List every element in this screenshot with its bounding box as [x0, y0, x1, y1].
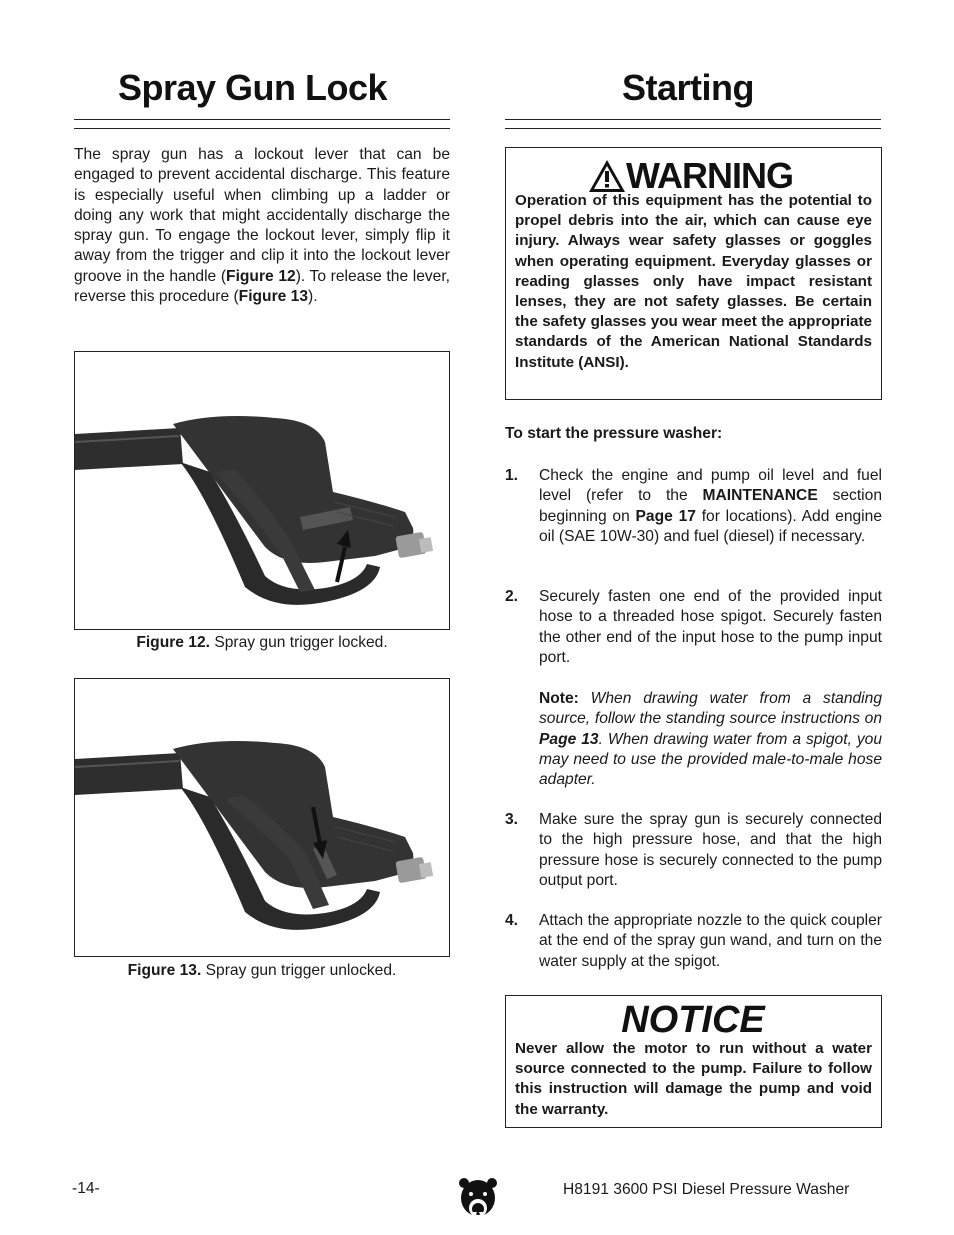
- intro-text-3: ).: [308, 288, 318, 306]
- step-2-number: 2.: [505, 588, 519, 605]
- step-4-text: Attach the appropriate nozzle to the quick coupler at the end of the spray gun wand, and turn on the water supply at the spigot.: [539, 912, 882, 970]
- step-4-number: 4.: [505, 912, 519, 929]
- starting-heading: Starting: [622, 67, 755, 108]
- figure-13-ref: Figure 13: [238, 288, 308, 306]
- notice-title: NOTICE: [621, 999, 765, 1041]
- step-4: [505, 911, 882, 973]
- spray-gun-locked-illustration: [75, 352, 448, 628]
- note-label: Note:: [539, 690, 579, 707]
- figure-13-label: Figure 13.: [127, 962, 202, 979]
- warning-box: [505, 147, 882, 400]
- step-2-text: Securely fasten one end of the provided input hose to a threaded hose spigot. Securely fasten the other end of the input hose to the pump input port.: [539, 588, 882, 666]
- figure-12-label: Figure 12.: [136, 634, 210, 651]
- figure-12-ref: Figure 12: [226, 267, 296, 285]
- page-13-ref: Page 13: [539, 730, 599, 748]
- figure-12-caption: [74, 633, 450, 653]
- note-text-b: . When drawing water from a spigot, you may need to use the provided male-to-male hose adapter.: [539, 730, 882, 789]
- grizzly-bear-logo-icon: [458, 1176, 498, 1222]
- notice-text: Never allow the motor to run without a water source connected to the pump. Failure to follow this instruction will damage the pump and void the warranty.: [515, 1040, 872, 1118]
- figure-12-caption-text: Spray gun trigger locked.: [214, 634, 388, 651]
- step-1: [505, 466, 882, 568]
- step-2: [505, 587, 882, 791]
- intro-text-2: ). To release the lever, reverse this procedure (: [74, 267, 451, 306]
- step-1-number: 1.: [505, 467, 519, 484]
- intro-text-1: The spray gun has a lockout lever that can be engaged to prevent accidental discharge. This feature is especially useful when climbing up a ladder or doing any work that might accidentally discharge the spray gun. To engage the lockout lever, simply flip it away from the trigger and clip it into the lockout lever groove in the handle (: [74, 146, 450, 285]
- warning-text: Operation of this equipment has the potential to propel debris into the air, which can cause eye injury. Always wear safety glasses or goggles when operating equipment. Everyday glasses or reading glasses only have impact resistant lenses, they are not safety glasses. Be certain the safety glasses you wear meet the appropriate standards of the American National Standards Institute (ANSI).: [515, 192, 872, 371]
- spray-gun-lock-heading: Spray Gun Lock: [118, 67, 388, 108]
- warning-title: WARNING: [626, 155, 793, 196]
- step-1-text-a: Check the engine and pump oil level and fuel level (refer to the: [539, 467, 882, 505]
- starting-rule-top: [505, 119, 881, 120]
- figure-13-image: [74, 678, 450, 957]
- spray-gun-unlocked-illustration: [75, 679, 448, 955]
- maintenance-ref: MAINTENANCE: [702, 487, 818, 505]
- step-2-note: [539, 689, 882, 790]
- spray-gun-lock-intro: [74, 145, 450, 307]
- page-number: -14-: [72, 1180, 100, 1197]
- figure-13-caption-text: Spray gun trigger unlocked.: [205, 962, 397, 979]
- notice-box: [505, 995, 882, 1128]
- step-1-text-c: section beginning on: [539, 487, 882, 525]
- step-1-text-e: for locations). Add engine oil (SAE 10W-30) and fuel (diesel) if necessary.: [539, 507, 882, 545]
- step-3-text: Make sure the spray gun is securely connected to the high pressure hose, and that the high pressure hose is securely connected to the pump output port.: [539, 811, 882, 889]
- step-3: [505, 810, 882, 892]
- product-name: H8191 3600 PSI Diesel Pressure Washer: [563, 1181, 850, 1198]
- figure-12-image: [74, 351, 450, 630]
- warning-triangle-icon: [588, 159, 626, 193]
- figure-13-caption: [74, 961, 450, 981]
- step-3-number: 3.: [505, 811, 519, 828]
- procedure-title: To start the pressure washer:: [505, 425, 723, 442]
- page-17-ref: Page 17: [635, 507, 696, 525]
- starting-rule-bottom: [505, 128, 881, 129]
- warning-header: [588, 156, 808, 196]
- heading-rule-bottom: [74, 128, 450, 129]
- step-1-text: [539, 466, 882, 547]
- heading-rule-top: [74, 119, 450, 120]
- note-text-a: When drawing water from a standing source, follow the standing source instructions on: [539, 690, 882, 728]
